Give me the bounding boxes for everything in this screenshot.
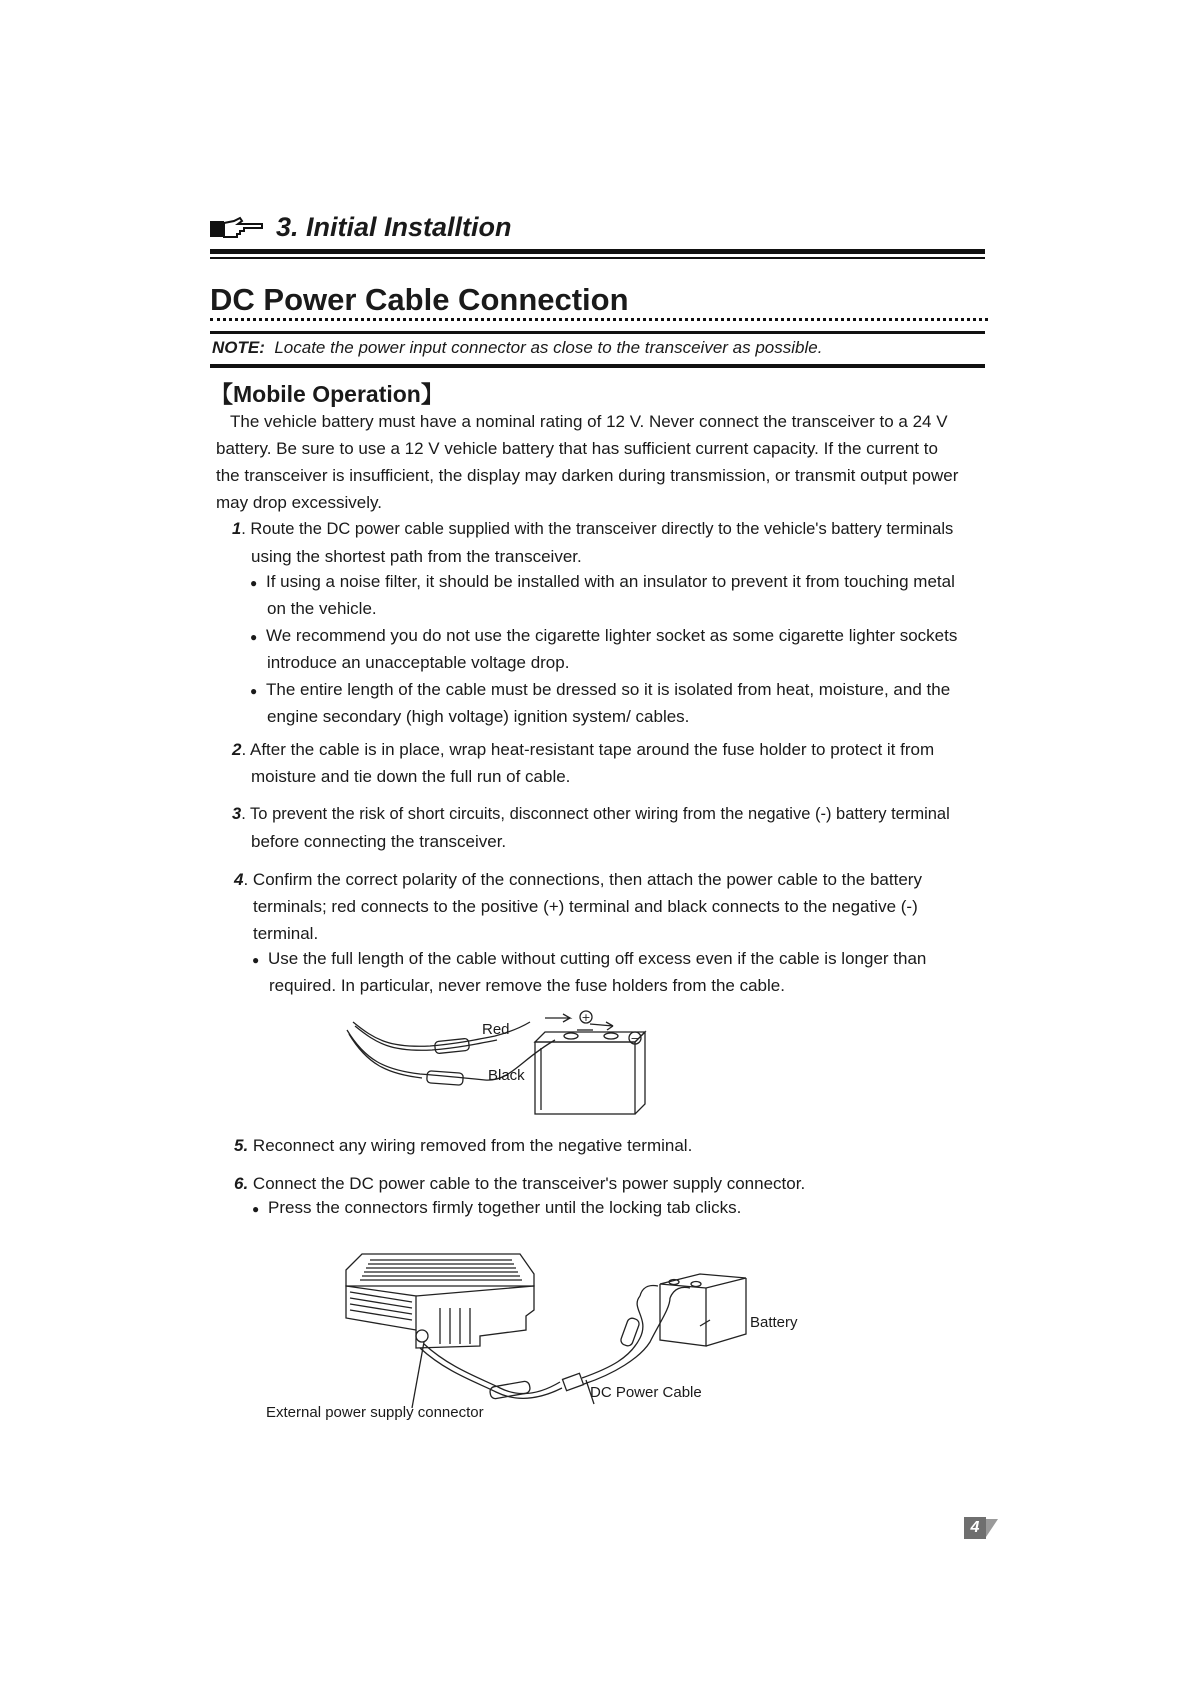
header-rule-thin	[210, 257, 985, 259]
bullet-item	[252, 1194, 741, 1223]
bullet-text: on the vehicle.	[267, 599, 377, 618]
bullet-item	[250, 676, 950, 705]
bullet-icon: ●	[250, 630, 258, 644]
step-text: . Route the DC power cable supplied with the transceiver directly to the vehicle's battery terminals	[241, 520, 954, 538]
step-text: terminal.	[253, 924, 319, 943]
pointing-hand-icon	[210, 215, 266, 241]
bullet-item	[250, 568, 955, 597]
step-6	[234, 1170, 805, 1197]
note-rule-bottom	[210, 364, 985, 368]
bullet-item	[252, 945, 926, 974]
note-rule-top	[210, 331, 985, 334]
step-number: 2	[232, 740, 242, 759]
page-corner-icon	[986, 1519, 998, 1537]
bullet-icon: ●	[250, 684, 258, 698]
minus-sign: −	[630, 1032, 640, 1045]
step-text: . After the cable is in place, wrap heat-resistant tape around the fuse holder to protect it from	[241, 740, 935, 759]
note-label: NOTE:	[212, 338, 265, 357]
page-number: 4	[964, 1517, 986, 1539]
bullet-text: introduce an unacceptable voltage drop.	[267, 653, 570, 672]
step-text: . To prevent the risk of short circuits, disconnect other wiring from the negative (-) battery terminal	[241, 805, 950, 823]
header-rule-thick	[210, 249, 985, 254]
step-5	[234, 1132, 692, 1159]
bullet-icon: ●	[252, 1202, 260, 1216]
bullet-text: The entire length of the cable must be dressed so it is isolated from heat, moisture, and the	[266, 680, 951, 699]
step-text: before connecting the transceiver.	[251, 832, 507, 851]
black-label: Black	[488, 1067, 525, 1084]
bullet-text: engine secondary (high voltage) ignition system/ cables.	[267, 707, 690, 726]
step-number: 6.	[234, 1174, 249, 1193]
step-number: 5.	[234, 1136, 249, 1155]
step-number: 1	[232, 520, 242, 538]
bullet-icon: ●	[250, 576, 258, 590]
step-text: terminals; red connects to the positive (+) terminal and black connects to the negative (-)	[253, 897, 918, 916]
bullet-icon: ●	[252, 953, 260, 967]
transceiver-connection-diagram	[340, 1248, 780, 1428]
chapter-heading	[210, 212, 512, 243]
intro-line: battery. Be sure to use a 12 V vehicle battery that has sufficient current capacity. If the current to	[216, 439, 938, 458]
chapter-title: 3. Initial Installtion	[276, 212, 512, 242]
step-3	[232, 801, 950, 828]
intro-line: The vehicle battery must have a nominal rating of 12 V. Never connect the transceiver to a 24 V	[230, 412, 948, 431]
step-text: . Confirm the correct polarity of the connections, then attach the power cable to the battery	[243, 870, 922, 889]
step-text: Reconnect any wiring removed from the negative terminal.	[248, 1136, 693, 1155]
note	[212, 338, 822, 358]
bullet-text: required. In particular, never remove the fuse holders from the cable.	[269, 976, 785, 995]
step-1	[232, 516, 953, 543]
step-text: moisture and tie down the full run of cable.	[251, 767, 571, 786]
red-label: Red	[482, 1021, 510, 1038]
section-title: DC Power Cable Connection	[210, 282, 629, 317]
bullet-text: If using a noise filter, it should be installed with an insulator to prevent it from touching metal	[266, 572, 955, 591]
intro-line: may drop excessively.	[216, 493, 382, 512]
step-number: 3	[232, 805, 242, 823]
step-text: using the shortest path from the transceiver.	[251, 547, 582, 566]
step-text: Connect the DC power cable to the transceiver's power supply connector.	[248, 1174, 806, 1193]
step-number: 4	[234, 870, 244, 889]
external-connector-label: External power supply connector	[266, 1404, 484, 1421]
step-2	[232, 736, 934, 763]
step-4	[234, 866, 922, 893]
battery-connection-diagram	[345, 1000, 665, 1125]
battery-label: Battery	[750, 1314, 798, 1331]
subsection-title: 【Mobile Operation】	[210, 381, 444, 407]
dotted-divider	[210, 318, 988, 321]
bullet-text: Use the full length of the cable without cutting off excess even if the cable is longer than	[268, 949, 927, 968]
dc-power-cable-label: DC Power Cable	[590, 1384, 702, 1401]
plus-sign: +	[581, 1011, 591, 1024]
bullet-text: We recommend you do not use the cigarette lighter socket as some cigarette lighter sockets	[266, 626, 958, 645]
note-text: Locate the power input connector as close to the transceiver as possible.	[274, 338, 823, 357]
bullet-text: Press the connectors firmly together until the locking tab clicks.	[268, 1198, 742, 1217]
intro-line: the transceiver is insufficient, the display may darken during transmission, or transmit output power	[216, 466, 959, 485]
bullet-item	[250, 622, 957, 651]
